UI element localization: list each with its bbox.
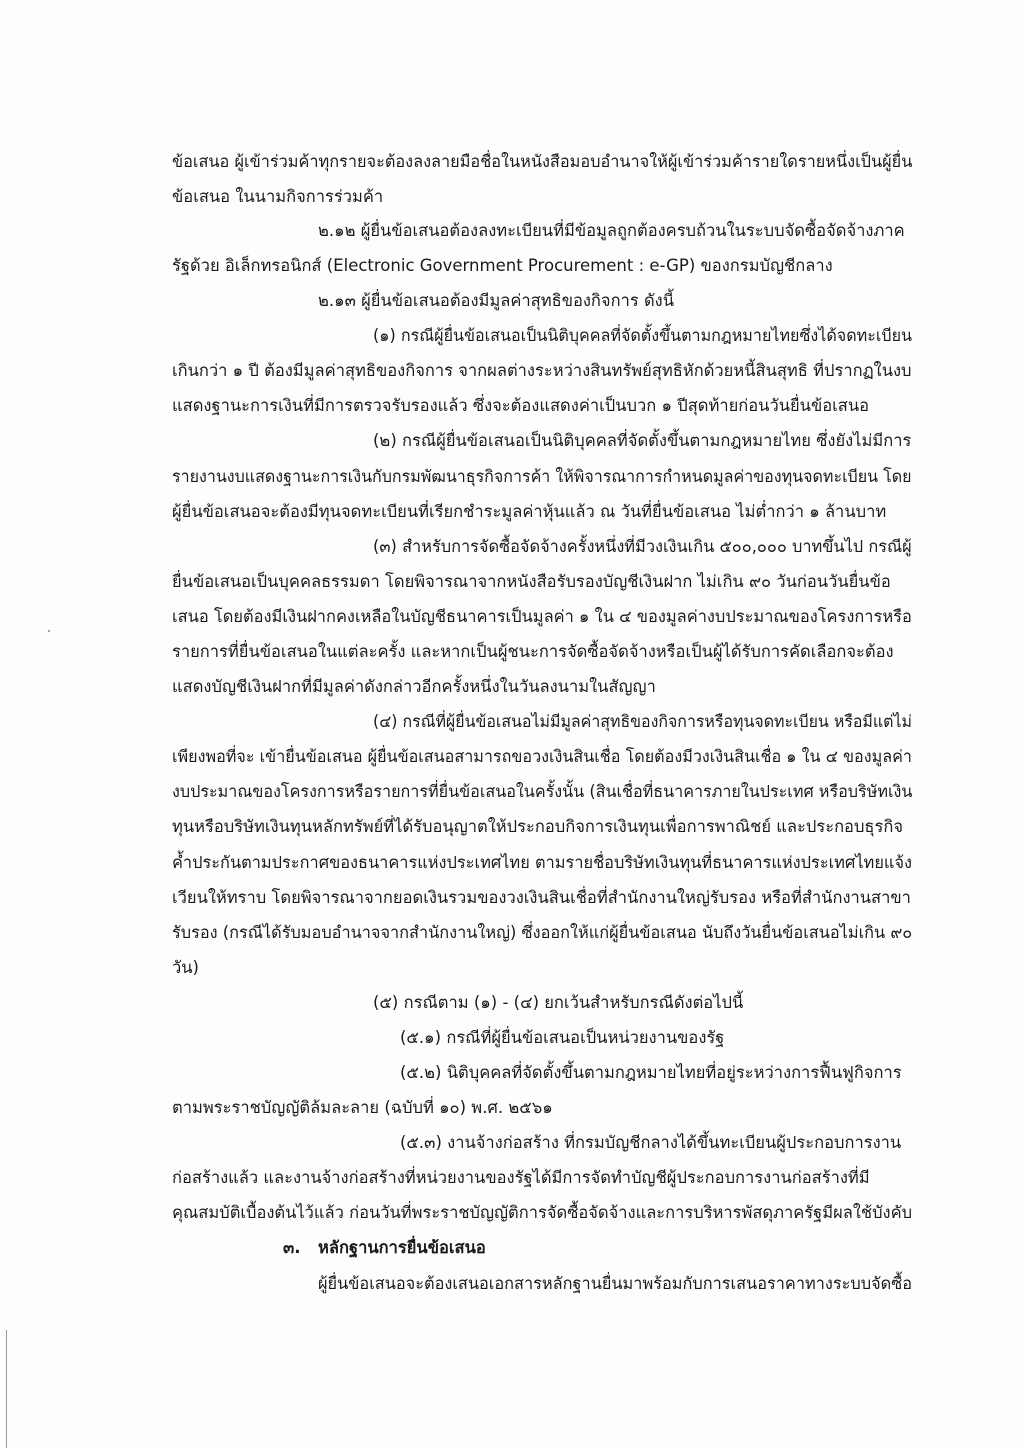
text-line: ก่อสร้างแล้ว และงานจ้างก่อสร้างที่หน่วยงานของรัฐได้มีการจัดทำบัญชีผู้ประกอบการงานก่อสร้างที่มี bbox=[172, 1168, 870, 1187]
sub-clause-2: (๒) กรณีผู้ยื่นข้อเสนอเป็นนิติบุคคลที่จัดตั้งขึ้นตามกฎหมายไทย ซึ่งยังไม่มีการ bbox=[373, 431, 912, 450]
sub-clause-5-1: (๕.๑) กรณีที่ผู้ยื่นข้อเสนอเป็นหน่วยงานของรัฐ bbox=[400, 1028, 725, 1047]
sub-clause-5-3: (๕.๓) งานจ้างก่อสร้าง ที่กรมบัญชีกลางได้ขึ้นทะเบียนผู้ประกอบการงาน bbox=[400, 1133, 902, 1152]
text-line: รายการที่ยื่นข้อเสนอในแต่ละครั้ง และหากเป็นผู้ชนะการจัดซื้อจัดจ้างหรือเป็นผู้ได้รับการคัดเลือกจะต้อง bbox=[172, 642, 894, 661]
text-line: แสดงฐานะการเงินที่มีการตรวจรับรองแล้ว ซึ่งจะต้องแสดงค่าเป็นบวก ๑ ปีสุดท้ายก่อนวันยื่นข้อเสนอ bbox=[172, 396, 870, 415]
text-line: คุณสมบัติเบื้องต้นไว้แล้ว ก่อนวันที่พระราชบัญญัติการจัดซื้อจัดจ้างและการบริหารพัสดุภาครัฐมีผลใช้บังคับ bbox=[172, 1203, 913, 1222]
clause-2-13: ๒.๑๓ ผู้ยื่นข้อเสนอต้องมีมูลค่าสุทธิของกิจการ ดังนี้ bbox=[318, 291, 675, 310]
text-line: รายงานงบแสดงฐานะการเงินกับกรมพัฒนาธุรกิจการค้า ให้พิจารณาการกำหนดมูลค่าของทุนจดทะเบียน โดย bbox=[172, 467, 912, 486]
sub-clause-3: (๓) สำหรับการจัดซื้อจัดจ้างครั้งหนึ่งที่มีวงเงินเกิน ๕๐๐,๐๐๐ บาทขึ้นไป กรณีผู้ bbox=[373, 537, 912, 556]
sub-clause-5-2: (๕.๒) นิติบุคคลที่จัดตั้งขึ้นตามกฎหมายไทยที่อยู่ระหว่างการฟื้นฟูกิจการ bbox=[400, 1063, 902, 1082]
text-line: เวียนให้ทราบ โดยพิจารณาจากยอดเงินรวมของวงเงินสินเชื่อที่สำนักงานใหญ่รับรอง หรือที่สำนักงานสาขา bbox=[172, 888, 911, 907]
text-line: วัน) bbox=[172, 958, 199, 977]
text-line: ทุนหรือบริษัทเงินทุนหลักทรัพย์ที่ได้รับอนุญาตให้ประกอบกิจการเงินทุนเพื่อการพาณิชย์ และประกอบธุรกิจ bbox=[172, 817, 904, 836]
section-heading: หลักฐานการยื่นข้อเสนอ bbox=[318, 1238, 486, 1257]
text-line: รับรอง (กรณีได้รับมอบอำนาจจากสำนักงานใหญ่) ซึ่งออกให้แก่ผู้ยื่นข้อเสนอ นับถึงวันยื่นข้อเสนอไม่เกิน ๙๐ bbox=[172, 923, 913, 942]
text-line: ค้ำประกันตามประกาศของธนาคารแห่งประเทศไทย ตามรายชื่อบริษัทเงินทุนที่ธนาคารแห่งประเทศไทยแจ้ง bbox=[172, 853, 913, 872]
text-line: เพียงพอที่จะ เข้ายื่นข้อเสนอ ผู้ยื่นข้อเสนอสามารถขอวงเงินสินเชื่อ โดยต้องมีวงเงินสินเชื่อ ๑ ใน ๔ ของมูลค่า bbox=[172, 747, 912, 766]
text-line: งบประมาณของโครงการหรือรายการที่ยื่นข้อเสนอในครั้งนั้น (สินเชื่อที่ธนาคารภายในประเทศ หรือบริษัทเงิน bbox=[172, 782, 913, 801]
text-line: เกินกว่า ๑ ปี ต้องมีมูลค่าสุทธิของกิจการ จากผลต่างระหว่างสินทรัพย์สุทธิหักด้วยหนี้สินสุทธิ ที่ปรากฏในงบ bbox=[172, 361, 912, 380]
section-number: ๓. bbox=[283, 1238, 301, 1257]
text-line: ตามพระราชบัญญัติล้มละลาย (ฉบับที่ ๑๐) พ.ศ. ๒๕๖๑ bbox=[172, 1098, 553, 1117]
scan-edge-mark bbox=[6, 1330, 7, 1448]
text-line: ผู้ยื่นข้อเสนอจะต้องมีทุนจดทะเบียนที่เรียกชำระมูลค่าหุ้นแล้ว ณ วันที่ยื่นข้อเสนอ ไม่ต่ำกว่า ๑ ล้านบาท bbox=[172, 502, 887, 521]
sub-clause-4: (๔) กรณีที่ผู้ยื่นข้อเสนอไม่มีมูลค่าสุทธิของกิจการหรือทุนจดทะเบียน หรือมีแต่ไม่ bbox=[373, 712, 913, 731]
text-line: ข้อเสนอ ผู้เข้าร่วมค้าทุกรายจะต้องลงลายมือชื่อในหนังสือมอบอำนาจให้ผู้เข้าร่วมค้ารายใดรายหนึ่งเป็นผู้ยื่น bbox=[172, 152, 913, 171]
text-line: แสดงบัญชีเงินฝากที่มีมูลค่าดังกล่าวอีกครั้งหนึ่งในวันลงนามในสัญญา bbox=[172, 677, 656, 696]
sub-clause-1: (๑) กรณีผู้ยื่นข้อเสนอเป็นนิติบุคคลที่จัดตั้งขึ้นตามกฎหมายไทยซึ่งได้จดทะเบียน bbox=[373, 326, 913, 345]
text-line: รัฐด้วย อิเล็กทรอนิกส์ (Electronic Government Procurement : e-GP) ของกรมบัญชีกลาง bbox=[172, 256, 833, 275]
clause-2-12: ๒.๑๒ ผู้ยื่นข้อเสนอต้องลงทะเบียนที่มีข้อมูลถูกต้องครบถ้วนในระบบจัดซื้อจัดจ้างภาค bbox=[318, 221, 905, 240]
sub-clause-5: (๕) กรณีตาม (๑) - (๔) ยกเว้นสำหรับกรณีดังต่อไปนี้ bbox=[373, 993, 744, 1012]
text-line: ข้อเสนอ ในนามกิจการร่วมค้า bbox=[172, 187, 384, 206]
scan-speck bbox=[48, 630, 50, 632]
text-line: เสนอ โดยต้องมีเงินฝากคงเหลือในบัญชีธนาคารเป็นมูลค่า ๑ ใน ๔ ของมูลค่างบประมาณของโครงการหรือ bbox=[172, 607, 912, 626]
text-line: ผู้ยื่นข้อเสนอจะต้องเสนอเอกสารหลักฐานยื่นมาพร้อมกับการเสนอราคาทางระบบจัดซื้อ bbox=[318, 1274, 913, 1293]
text-line: ยื่นข้อเสนอเป็นบุคคลธรรมดา โดยพิจารณาจากหนังสือรับรองบัญชีเงินฝาก ไม่เกิน ๙๐ วันก่อนวันยื่นข้อ bbox=[172, 572, 891, 591]
